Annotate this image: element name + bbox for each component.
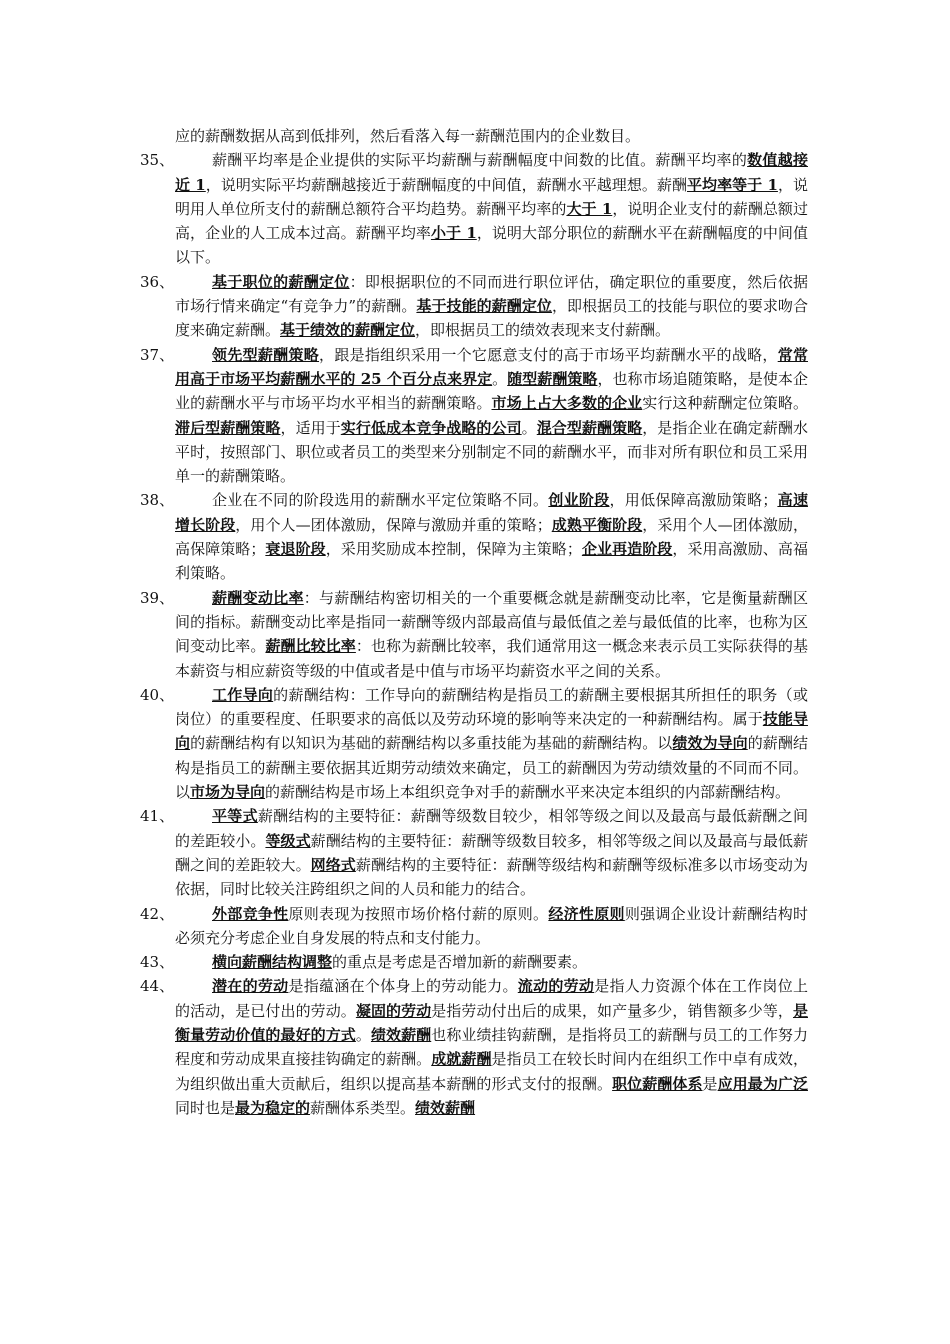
text-run: ，是指企业在确定薪酬水平时，按照部门、职位或者员工的类型来分别制定不同的薪酬水平，而非对所有职位和员工采用单一的薪酬策略。 bbox=[175, 418, 808, 486]
item-number: 37、 bbox=[140, 345, 175, 364]
key-term: 薪酬比较比率 bbox=[265, 637, 356, 656]
key-term: 市场上占大多数的企业 bbox=[491, 394, 643, 413]
key-term: 小于 1 bbox=[430, 224, 477, 243]
item-number: 39、 bbox=[140, 588, 175, 607]
text-run: 原则表现为按照市场价格付薪的原则。 bbox=[288, 904, 549, 923]
text-run: ，说明大部分职位的薪酬水平在薪酬幅度的中间值以下。 bbox=[175, 224, 808, 267]
key-term: 数值越接近 1 bbox=[175, 151, 808, 194]
key-term: 经济性原则 bbox=[548, 904, 625, 923]
text-run: ，采用个人—团体激励，高保障策略； bbox=[175, 515, 808, 559]
key-term: 技能导向 bbox=[175, 710, 808, 753]
item-number: 41、 bbox=[140, 807, 175, 826]
key-term: 滞后型薪酬策略 bbox=[175, 418, 281, 437]
continued-paragraph: 应的薪酬数据从高到低排列，然后看落入每一薪酬范围内的企业数目。 bbox=[175, 127, 641, 145]
key-term: 混合型薪酬策略 bbox=[536, 418, 643, 437]
text-run: ，说明用人单位所支付的薪酬总额符合平均趋势。薪酬平均率的 bbox=[175, 175, 808, 218]
text-run: ，也称市场追随策略，是使本企业的薪酬水平与市场平均水平相当的薪酬策略。 bbox=[175, 369, 808, 413]
item-text bbox=[175, 488, 808, 585]
key-term: 成熟平衡阶段 bbox=[551, 515, 643, 534]
key-term: 外部竞争性 bbox=[212, 904, 289, 923]
item-number: 36、 bbox=[140, 272, 175, 291]
key-term: 网络式 bbox=[310, 855, 356, 874]
key-term: 绩效为导向 bbox=[672, 734, 748, 753]
text-run: ，用个人—团体激励，保障与激励并重的策略； bbox=[235, 515, 552, 534]
text-run: 。 bbox=[521, 418, 537, 437]
text-run: ：也称为薪酬比较率，我们通常用这一概念来表示员工实际获得的基本薪资与相应薪资等级的中值或者是中值与市场平均薪资水平之间的关系。 bbox=[175, 637, 808, 680]
list-item bbox=[140, 950, 808, 974]
key-term: 平均率等于 1 bbox=[687, 175, 778, 194]
key-term: 随型薪酬策略 bbox=[507, 369, 598, 388]
key-term: 流动的劳动 bbox=[517, 977, 595, 996]
key-term: 大于 1 bbox=[566, 199, 613, 218]
text-run: ，说明企业支付的薪酬总额过高，企业的人工成本过高。薪酬平均率 bbox=[175, 199, 808, 243]
text-run: 的重点是考虑是否增加新的薪酬要素。 bbox=[332, 953, 588, 972]
key-term: 平等式 bbox=[212, 807, 258, 826]
text-run: 同时也是 bbox=[175, 1098, 236, 1117]
text-run: 是指劳动付出后的成果，如产量多少，销售额多少等， bbox=[431, 1001, 793, 1020]
key-term: 常常用高于市场平均薪酬水平的 25 个百分点来界定 bbox=[175, 345, 808, 388]
item-text bbox=[175, 148, 808, 269]
list-item bbox=[140, 804, 808, 901]
item-text bbox=[175, 974, 808, 1120]
list-item bbox=[140, 343, 808, 489]
key-term: 高速增长阶段 bbox=[175, 491, 808, 534]
key-term: 横向薪酬结构调整 bbox=[212, 953, 333, 972]
item-number: 35、 bbox=[140, 151, 175, 170]
key-term: 潜在的劳动 bbox=[212, 977, 289, 996]
text-run: 。 bbox=[355, 1025, 371, 1044]
key-term: 基于绩效的薪酬定位 bbox=[280, 321, 416, 340]
text-run: ，适用于 bbox=[280, 418, 341, 437]
key-term: 薪酬变动比率 bbox=[212, 588, 304, 607]
key-term: 最为稳定的 bbox=[235, 1098, 311, 1117]
key-term: 等级式 bbox=[265, 831, 311, 850]
text-run: ，跟是指组织采用一个它愿意支付的高于市场平均薪酬水平的战略， bbox=[319, 345, 778, 364]
key-term: 基于职位的薪酬定位 bbox=[212, 272, 350, 291]
item-number: 42、 bbox=[140, 904, 175, 923]
key-term: 创业阶段 bbox=[548, 491, 610, 510]
key-term: 凝固的劳动 bbox=[355, 1001, 432, 1020]
list-item bbox=[140, 586, 808, 683]
item-number: 38、 bbox=[140, 491, 175, 510]
text-run: ，说明实际平均薪酬越接近于薪酬幅度的中间值，薪酬水平越理想。薪酬 bbox=[205, 175, 688, 194]
text-run: 则强调企业设计薪酬结构时必须充分考虑企业自身发展的特点和支付能力。 bbox=[175, 904, 808, 947]
list-item bbox=[140, 974, 808, 1120]
document-body bbox=[140, 124, 808, 1120]
text-run: 的薪酬结构是指员工的薪酬主要依据其近期劳动绩效来确定，员工的薪酬因为劳动绩效量的不同而不同。以 bbox=[175, 734, 808, 802]
text-run: ，即根据员工的技能与职位的要求吻合度来确定薪酬。 bbox=[175, 297, 808, 340]
text-run: 薪酬结构的主要特征：薪酬等级数目较少，相邻等级之间以及最高与最低薪酬之间的差距较小。 bbox=[175, 807, 808, 850]
list-item bbox=[140, 488, 808, 585]
key-term: 领先型薪酬策略 bbox=[212, 345, 320, 364]
key-term: 市场为导向 bbox=[190, 783, 266, 802]
item-number: 43、 bbox=[140, 953, 175, 972]
item-text bbox=[175, 343, 808, 489]
key-term: 企业再造阶段 bbox=[581, 540, 673, 559]
text-run: 薪酬结构的主要特征：薪酬等级结构和薪酬等级标准多以市场变动为依据，同时比较关注跨组织之间的人员和能力的结合。 bbox=[175, 855, 808, 899]
text-run: 的薪酬结构：工作导向的薪酬结构是指员工的薪酬主要根据其所担任的职务（或岗位）的重要程度、任职要求的高低以及劳动环境的影响等来决定的一种薪酬结构。属于 bbox=[175, 685, 808, 729]
key-term: 绩效薪酬 bbox=[415, 1098, 476, 1117]
text-run: 实行这种薪酬定位策略。 bbox=[642, 394, 808, 413]
item-text bbox=[175, 270, 808, 343]
key-term: 实行低成本竞争战略的公司 bbox=[340, 418, 522, 437]
item-text bbox=[175, 586, 808, 683]
list-item bbox=[140, 148, 808, 269]
item-number: 40、 bbox=[140, 685, 175, 704]
item-text bbox=[175, 683, 808, 804]
text-run: ：与薪酬结构密切相关的一个重要概念就是薪酬变动比率，它是衡量薪酬区间的指标。薪酬变动比率是指同一薪酬等级内部最高值与最低值之差与最低值的比率，也称为区间变动比率。 bbox=[175, 588, 808, 656]
item-text bbox=[175, 804, 808, 901]
text-run: 是指员工在较长时间内在组织工作中卓有成效，为组织做出重大贡献后，组织以提高基本薪酬的形式支付的报酬。 bbox=[175, 1050, 808, 1093]
text-run: ：即根据职位的不同而进行职位评估，确定职位的重要度，然后依据市场行情来确定“有竞争力”的薪酬。 bbox=[175, 272, 808, 316]
item-text bbox=[175, 902, 808, 951]
text-run: 薪酬结构的主要特征：薪酬等级数目较多，相邻等级之间以及最高与最低薪酬之间的差距较大。 bbox=[175, 831, 808, 874]
item-number: 44、 bbox=[140, 977, 175, 996]
text-run: ，采用高激励、高福利策略。 bbox=[175, 540, 808, 583]
key-term: 职位薪酬体系 bbox=[612, 1074, 703, 1093]
text-run: ，采用奖励成本控制，保障为主策略； bbox=[325, 540, 582, 559]
text-run: 薪酬平均率是企业提供的实际平均薪酬与薪酬幅度中间数的比值。薪酬平均率的 bbox=[212, 151, 748, 170]
text-run: 是指人力资源个体在工作岗位上的活动，是已付出的劳动。 bbox=[175, 977, 808, 1020]
text-run: 是 bbox=[702, 1074, 718, 1093]
key-term: 是衡量劳动价值的最好的方式 bbox=[175, 1001, 808, 1044]
list-item bbox=[140, 683, 808, 804]
text-run: 的薪酬结构是市场上本组织竞争对手的薪酬水平来决定本组织的内部薪酬结构。 bbox=[265, 783, 791, 802]
text-run: 也称业绩挂钩薪酬，是指将员工的薪酬与员工的工作努力程度和劳动成果直接挂钩确定的薪酬。 bbox=[175, 1025, 808, 1069]
key-term: 衰退阶段 bbox=[265, 540, 326, 559]
list-item bbox=[140, 270, 808, 343]
list-item bbox=[140, 902, 808, 951]
item-text bbox=[175, 950, 808, 974]
text-run: 。 bbox=[492, 369, 508, 388]
key-term: 成就薪酬 bbox=[431, 1050, 492, 1069]
text-run: 是指蕴涵在个体身上的劳动能力。 bbox=[288, 977, 518, 996]
key-term: 基于技能的薪酬定位 bbox=[416, 297, 552, 316]
text-run: ，即根据员工的绩效表现来支付薪酬。 bbox=[415, 321, 671, 340]
key-term: 绩效薪酬 bbox=[370, 1025, 432, 1044]
text-run: 薪酬体系类型。 bbox=[310, 1098, 416, 1117]
text-run: ，用低保障高激励策略； bbox=[609, 491, 778, 510]
text-run: 企业在不同的阶段选用的薪酬水平定位策略不同。 bbox=[212, 491, 549, 510]
key-term: 应用最为广泛 bbox=[717, 1074, 808, 1093]
text-run: 的薪酬结构有以知识为基础的薪酬结构以多重技能为基础的薪酬结构。以 bbox=[190, 734, 673, 753]
key-term: 工作导向 bbox=[212, 685, 274, 704]
